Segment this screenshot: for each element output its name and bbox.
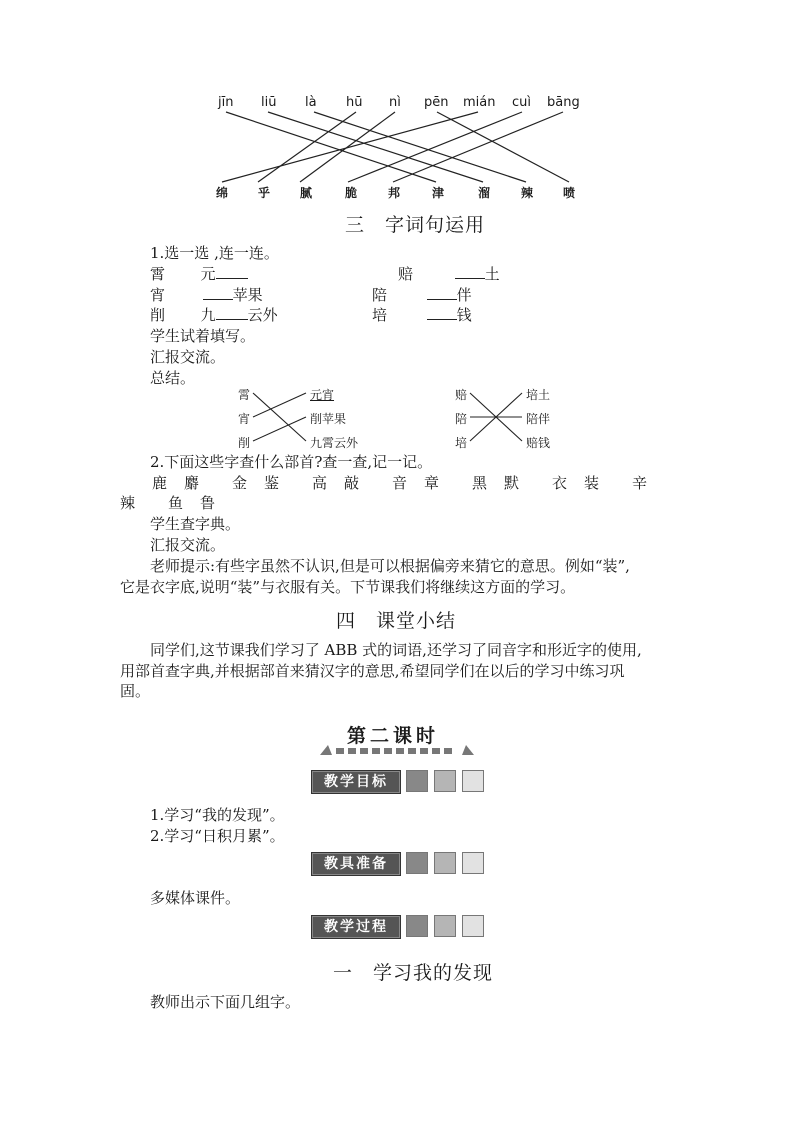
- pinyin-item: liū: [261, 95, 277, 110]
- pinyin-item: nì: [389, 95, 401, 110]
- tools-text: 多媒体课件。: [150, 889, 241, 907]
- option-suffix: 苹果: [232, 286, 263, 304]
- step-text: 汇报交流。: [150, 348, 226, 366]
- hanzi-item: 脆: [345, 186, 358, 200]
- option-suffix: 伴: [456, 286, 472, 304]
- decor-square: [406, 852, 428, 874]
- answer-lines: [0, 380, 794, 450]
- answer-word: 陪伴: [526, 412, 551, 426]
- decor-square: [462, 770, 484, 792]
- hanzi-item: 乎: [258, 186, 271, 200]
- teacher-tip: 老师提示:有些字虽然不认识,但是可以根据偏旁来猜它的意思。例如“装”,: [150, 557, 630, 575]
- option-char: 赔: [398, 265, 414, 283]
- pinyin-item: jīn: [218, 95, 234, 110]
- blank-field[interactable]: [427, 305, 457, 320]
- answer-char: 培: [455, 436, 468, 450]
- tools-label: 教具准备: [311, 852, 401, 876]
- answer-char: 宵: [238, 412, 251, 426]
- section-heading: 四 课堂小结: [336, 610, 457, 632]
- radical-chars-line: 鹿 麝 金 鉴 高 敲 音 章 黑 默 衣 装 辛: [152, 474, 649, 492]
- answer-char: 霄: [238, 388, 251, 402]
- goal-item: 1.学习“我的发现”。: [150, 806, 285, 824]
- hanzi-item: 津: [432, 186, 445, 200]
- answer-char: 赔: [455, 388, 468, 402]
- answer-word: 削苹果: [310, 412, 347, 426]
- step-text: 汇报交流。: [150, 536, 226, 554]
- decor-square: [434, 852, 456, 874]
- hanzi-item: 腻: [300, 186, 313, 200]
- decor-square: [434, 915, 456, 937]
- answer-word: 九霄云外: [310, 436, 359, 450]
- pinyin-item: mián: [463, 95, 496, 110]
- pinyin-item: cuì: [512, 95, 531, 110]
- answer-word: 培土: [526, 388, 551, 402]
- hanzi-item: 绵: [216, 186, 229, 200]
- option-char: 霄: [150, 265, 166, 283]
- step-text: 学生查字典。: [150, 515, 241, 533]
- pinyin-item: là: [305, 95, 317, 110]
- lesson-title-decoration: [318, 742, 478, 758]
- decor-square: [462, 915, 484, 937]
- option-char: 削: [150, 306, 166, 324]
- step-text: 总结。: [150, 369, 196, 387]
- process-label: 教学过程: [311, 915, 401, 939]
- option-char: 宵: [150, 286, 166, 304]
- blank-field[interactable]: [216, 305, 248, 320]
- matching-lines: [0, 0, 794, 200]
- answer-char: 削: [238, 436, 251, 450]
- blank-field[interactable]: [203, 285, 233, 300]
- decor-square: [434, 770, 456, 792]
- intro-text: 教师出示下面几组字。: [150, 993, 301, 1011]
- goals-label: 教学目标: [311, 770, 401, 794]
- section-heading: 三 字词句运用: [345, 214, 486, 236]
- pinyin-item: hū: [346, 95, 363, 110]
- question-title: 2.下面这些字查什么部首?查一查,记一记。: [150, 453, 433, 471]
- blank-field[interactable]: [427, 285, 457, 300]
- goal-item: 2.学习“日积月累”。: [150, 827, 285, 845]
- teacher-tip: 它是衣字底,说明“装”与衣服有关。下节课我们将继续这方面的学习。: [120, 578, 576, 596]
- paragraph-line: 固。: [120, 682, 151, 700]
- option-suffix: 云外: [247, 306, 278, 324]
- pinyin-item: pēn: [424, 95, 449, 110]
- answer-word: 元宵: [310, 388, 335, 402]
- decor-square: [462, 852, 484, 874]
- section-heading: 一 学习我的发现: [333, 962, 494, 984]
- option-suffix: 钱: [456, 306, 472, 324]
- option-prefix: 元: [200, 265, 216, 283]
- lesson-title: 第二课时: [347, 725, 440, 747]
- option-suffix: 土: [484, 265, 500, 283]
- question-title: 1.选一选 ,连一连。: [150, 244, 279, 262]
- hanzi-item: 邦: [388, 186, 401, 200]
- answer-word: 赔钱: [526, 436, 551, 450]
- paragraph-line: 用部首查字典,并根据部首来猜汉字的意思,希望同学们在以后的学习中练习巩: [120, 662, 625, 680]
- hanzi-item: 喷: [563, 186, 576, 200]
- answer-char: 陪: [455, 412, 468, 426]
- decor-square: [406, 915, 428, 937]
- option-char: 陪: [372, 286, 388, 304]
- paragraph-line: 同学们,这节课我们学习了 ABB 式的词语,还学习了同音字和形近字的使用,: [150, 641, 642, 659]
- hanzi-item: 辣: [521, 186, 534, 200]
- step-text: 学生试着填写。: [150, 327, 256, 345]
- option-char: 培: [372, 306, 388, 324]
- pinyin-item: bāng: [547, 95, 580, 110]
- blank-field[interactable]: [216, 264, 248, 279]
- decor-square: [406, 770, 428, 792]
- radical-chars-line: 辣 鱼 鲁: [120, 494, 217, 512]
- blank-field[interactable]: [455, 264, 485, 279]
- hanzi-item: 溜: [478, 186, 491, 200]
- option-prefix: 九: [200, 306, 216, 324]
